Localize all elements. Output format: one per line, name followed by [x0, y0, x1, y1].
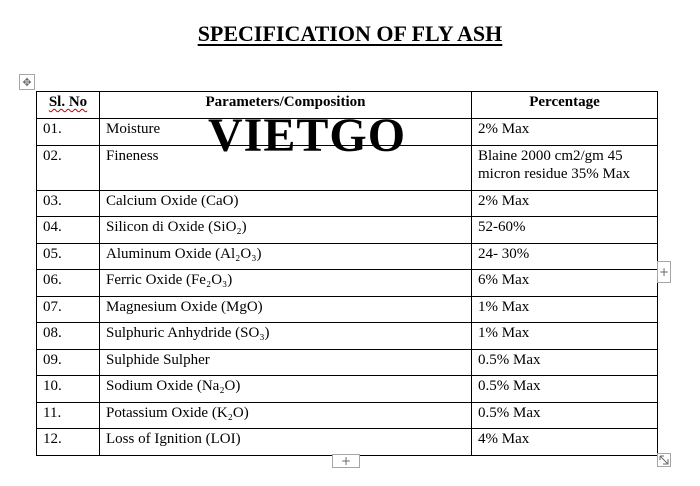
cell-sl-no[interactable]: 07.	[37, 296, 100, 323]
cell-parameter[interactable]: Sodium Oxide (Na₂O)	[100, 376, 472, 403]
table-row	[37, 296, 658, 323]
cell-sl-no[interactable]: 06.	[37, 270, 100, 297]
cell-percentage[interactable]: 0.5% Max	[472, 376, 658, 403]
document-title	[0, 20, 700, 48]
table-row	[37, 349, 658, 376]
header-parameters: Parameters/Composition	[100, 92, 472, 119]
header-percentage: Percentage	[472, 92, 658, 119]
plus-icon: +	[340, 454, 352, 468]
cell-parameter[interactable]: Ferric Oxide (Fe₂O₃)	[100, 270, 472, 297]
resize-icon	[658, 454, 670, 466]
table-row	[37, 376, 658, 403]
table-row	[37, 243, 658, 270]
move-icon: ✥	[22, 75, 32, 89]
cell-parameter[interactable]: Potassium Oxide (K₂O)	[100, 402, 472, 429]
table-move-handle[interactable]	[19, 74, 35, 90]
cell-parameter[interactable]: Aluminum Oxide (Al₂O₃)	[100, 243, 472, 270]
cell-sl-no[interactable]: 08.	[37, 323, 100, 350]
table-row	[37, 429, 658, 456]
cell-percentage[interactable]: 52-60%	[472, 217, 658, 244]
header-sl-no: Sl. No	[37, 92, 100, 119]
cell-percentage[interactable]: 2% Max	[472, 190, 658, 217]
cell-percentage[interactable]: Blaine 2000 cm2/gm 45 micron residue 35% Max	[472, 145, 658, 190]
cell-percentage[interactable]: 1% Max	[472, 323, 658, 350]
cell-sl-no[interactable]: 12.	[37, 429, 100, 456]
table-row	[37, 270, 658, 297]
cell-parameter[interactable]: Loss of Ignition (LOI)	[100, 429, 472, 456]
cell-parameter[interactable]: Sulphuric Anhydride (SO₃)	[100, 323, 472, 350]
cell-parameter[interactable]: Fineness	[100, 145, 472, 190]
table-resize-handle[interactable]	[657, 453, 671, 467]
cell-sl-no[interactable]: 02.	[37, 145, 100, 190]
cell-parameter[interactable]: Moisture	[100, 119, 472, 146]
insert-column-button[interactable]	[657, 261, 671, 283]
cell-parameter[interactable]: Silicon di Oxide (SiO₂)	[100, 217, 472, 244]
cell-percentage[interactable]: 0.5% Max	[472, 349, 658, 376]
cell-parameter[interactable]: Magnesium Oxide (MgO)	[100, 296, 472, 323]
cell-parameter[interactable]: Sulphide Sulpher	[100, 349, 472, 376]
cell-percentage[interactable]: 0.5% Max	[472, 402, 658, 429]
table-row	[37, 217, 658, 244]
cell-sl-no[interactable]: 01.	[37, 119, 100, 146]
cell-sl-no[interactable]: 11.	[37, 402, 100, 429]
watermark-logo: VIETGO	[208, 109, 407, 162]
document-title-text: SPECIFICATION OF FLY ASH	[197, 21, 503, 46]
cell-percentage[interactable]: 6% Max	[472, 270, 658, 297]
cell-sl-no[interactable]: 09.	[37, 349, 100, 376]
plus-icon: +	[658, 265, 670, 279]
cell-percentage[interactable]: 24- 30%	[472, 243, 658, 270]
cell-percentage[interactable]: 1% Max	[472, 296, 658, 323]
table-row	[37, 402, 658, 429]
cell-percentage[interactable]: 2% Max	[472, 119, 658, 146]
cell-percentage[interactable]: 4% Max	[472, 429, 658, 456]
cell-parameter[interactable]: Calcium Oxide (CaO)	[100, 190, 472, 217]
insert-row-button[interactable]	[332, 454, 360, 468]
cell-sl-no[interactable]: 05.	[37, 243, 100, 270]
cell-sl-no[interactable]: 03.	[37, 190, 100, 217]
cell-sl-no[interactable]: 04.	[37, 217, 100, 244]
table-row	[37, 190, 658, 217]
cell-sl-no[interactable]: 10.	[37, 376, 100, 403]
table-row	[37, 323, 658, 350]
